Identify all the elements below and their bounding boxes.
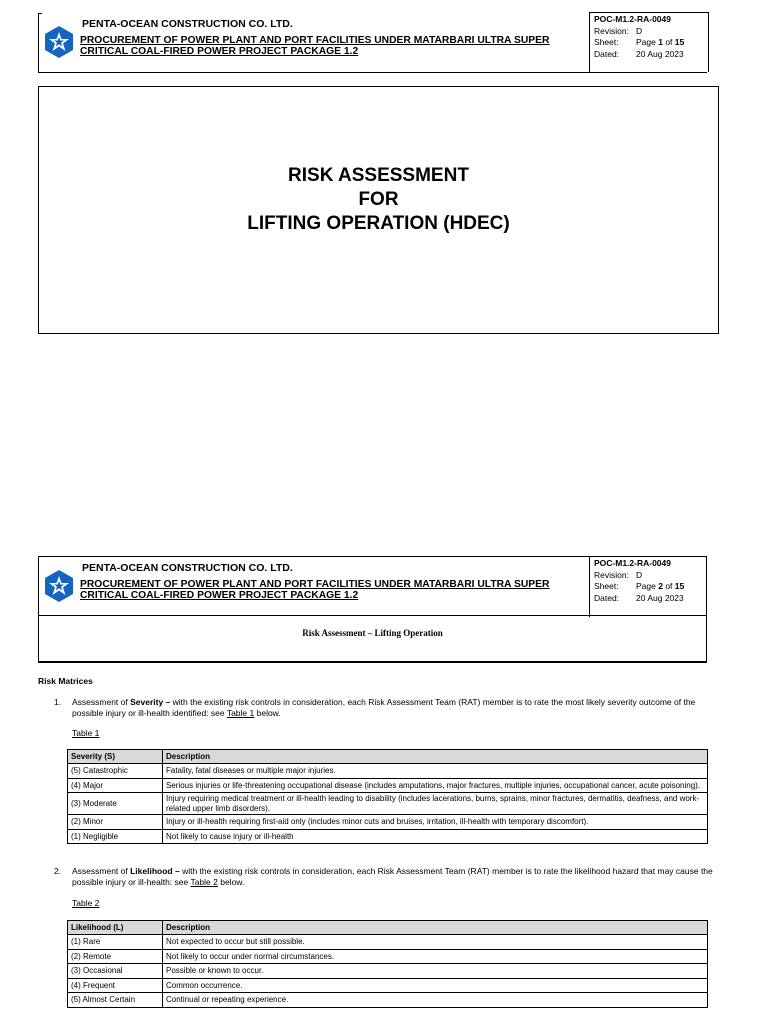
table-row: (2) Remote Not likely to occur under normal circumstances.	[68, 949, 708, 964]
cover-title-line2: FOR	[358, 189, 399, 210]
table-row: (4) Frequent Common occurrence.	[68, 978, 708, 993]
table-row: (3) Moderate Injury requiring medical treatment or ill-health leading to disability (includes lacerations, burns, sprains, minor fractures, dermatitis, deafness, and work-related upper limb disorders).	[68, 793, 708, 815]
table-header-row	[68, 750, 708, 764]
table-row: (3) Occasional Possible or known to occur.	[68, 964, 708, 979]
table-row: (4) Major Serious injuries or life-threatening occupational disease (includes amputations, major fractures, multiple injuries, occupational cancer, acute poisoning).	[68, 778, 708, 793]
table-row: (1) Negligible Not likely to cause injury or ill-health	[68, 829, 708, 844]
project-title: PROCUREMENT OF POWER PLANT AND PORT FACILITIES UNDER MATARBARI ULTRA SUPER CRITICAL COAL-FIRED POWER PROJECT PACKAGE 1.2	[80, 579, 550, 601]
document-meta: POC-M1.2-RA-0049 Revision: D Sheet: Page 2 of 15 Dated: 20 Aug 2023	[589, 557, 709, 617]
document-number: POC-M1.2-RA-0049	[594, 14, 671, 24]
project-title: PROCUREMENT OF POWER PLANT AND PORT FACILITIES UNDER MATARBARI ULTRA SUPER CRITICAL COAL-FIRED POWER PROJECT PACKAGE 1.2	[80, 35, 550, 57]
table-header-cell: Description	[163, 750, 708, 764]
dated-value: 20 Aug 2023	[636, 48, 684, 59]
company-name: PENTA-OCEAN CONSTRUCTION CO. LTD.	[82, 562, 293, 574]
severity-paragraph-text: Assessment of Severity – with the existing risk controls in consideration, each Risk Assessment Team (RAT) member is to rate the most likely severity outcome of the possible injury or ill-health identified: see Table 1 below.	[72, 697, 696, 718]
table-header-cell: Likelihood (L)	[68, 921, 163, 935]
document-meta: POC-M1.2-RA-0049 Revision: D Sheet: Page 1 of 15 Dated: 20 Aug 2023	[589, 12, 709, 72]
document-number: POC-M1.2-RA-0049	[594, 558, 671, 568]
table-row: (1) Rare Not expected to occur but still possible.	[68, 935, 708, 950]
table-header-row	[68, 921, 708, 935]
table-row: (5) Catastrophic Fatality, fatal diseases or multiple major injuries.	[68, 764, 708, 779]
company-name: PENTA-OCEAN CONSTRUCTION CO. LTD.	[82, 18, 293, 30]
cover-title-line3: LIFTING OPERATION (HDEC)	[247, 213, 510, 234]
table-header-cell: Severity (S)	[68, 750, 163, 764]
penta-ocean-logo-icon	[44, 569, 74, 603]
sheet-value: Page 2 of 15	[636, 581, 685, 591]
section-title: Risk Matrices	[38, 676, 93, 686]
page2-subtitle-box	[38, 616, 707, 663]
severity-table	[67, 749, 708, 844]
table-row: (2) Minor Injury or ill-health requiring first-aid only (includes minor cuts and bruises, irritation, ill-health with temporary discomfort).	[68, 815, 708, 830]
likelihood-paragraph: 2. Assessment of Likelihood – with the existing risk controls in consideration, each Risk Assessment Team (RAT) member is to rate the likelihood hazard that may cause the possible injury or ill-health: see Table 2 below.	[54, 866, 724, 888]
cover-title-box	[38, 86, 719, 334]
likelihood-table	[67, 920, 708, 1008]
page2-header	[38, 556, 707, 616]
severity-paragraph: 1. Assessment of Severity – with the existing risk controls in consideration, each Risk Assessment Team (RAT) member is to rate the most likely severity outcome of the possible injury or ill-health identified: see Table 1 below.	[54, 697, 724, 719]
table2-caption: Table 2	[72, 898, 100, 908]
dated-value: 20 Aug 2023	[636, 592, 684, 603]
cover-title-line1: RISK ASSESSMENT	[288, 165, 469, 186]
revision-value: D	[636, 569, 643, 580]
revision-value: D	[636, 25, 643, 36]
page1-header	[38, 13, 707, 73]
table1-caption: Table 1	[72, 728, 100, 738]
table-row: (5) Almost Certain Continual or repeating experience.	[68, 993, 708, 1008]
page2-subtitle: Risk Assessment – Lifting Operation	[302, 628, 443, 638]
penta-ocean-logo-icon	[44, 25, 74, 59]
likelihood-paragraph-text: Assessment of Likelihood – with the existing risk controls in consideration, each Risk Assessment Team (RAT) member is to rate the likelihood hazard that may cause the possible injury or ill-health: see Table 2 below.	[72, 866, 713, 887]
table-header-cell: Description	[163, 921, 708, 935]
sheet-value: Page 1 of 15	[636, 37, 685, 47]
